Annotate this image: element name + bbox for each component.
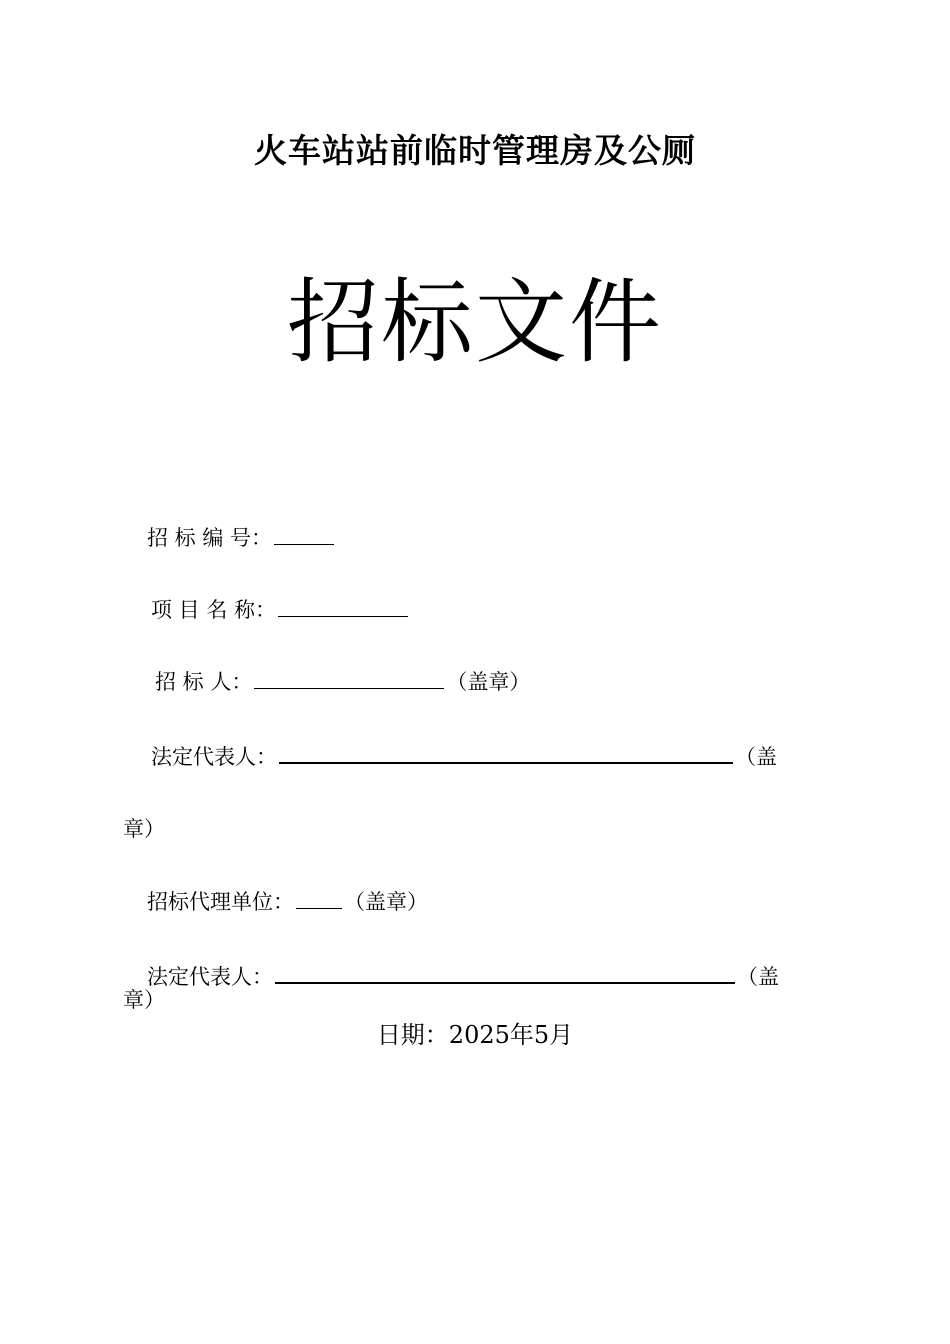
legal-rep-1-blank <box>279 740 733 764</box>
legal-rep-1-label: 法定代表人： <box>151 745 277 769</box>
legal-rep-1-field <box>151 740 777 772</box>
bid-number-blank <box>274 522 334 545</box>
agency-blank <box>296 886 342 909</box>
tenderer-field <box>155 666 530 697</box>
bid-number-label: 招 标 编 号： <box>147 526 273 550</box>
tenderer-blank <box>254 666 444 689</box>
agency-label: 招标代理单位： <box>147 890 294 914</box>
legal-rep-1-seal-part2: 章） <box>123 817 165 841</box>
tenderer-seal-note: （盖章） <box>446 670 531 694</box>
document-title: 招标文件 <box>286 269 663 376</box>
agency-seal-note: （盖章） <box>344 890 428 914</box>
legal-rep-2-blank <box>275 960 735 984</box>
project-name-field <box>151 594 410 625</box>
project-name-label: 项 目 名 称： <box>151 598 277 622</box>
project-name-heading: 火车站站前临时管理房及公厕 <box>254 131 696 170</box>
legal-rep-1-seal-part1: （盖 <box>735 745 777 769</box>
agency-field <box>147 886 428 917</box>
tenderer-label: 招 标 人： <box>155 670 253 694</box>
legal-rep-2-seal-part1: （盖 <box>737 965 779 989</box>
issue-date: 日期：2025年5月 <box>376 1021 574 1049</box>
project-name-blank <box>278 594 408 617</box>
legal-rep-2-label: 法定代表人： <box>147 965 273 989</box>
bid-number-field <box>147 522 336 553</box>
legal-rep-2-seal-part2: 章） <box>123 988 165 1012</box>
legal-rep-2-field <box>147 960 779 992</box>
